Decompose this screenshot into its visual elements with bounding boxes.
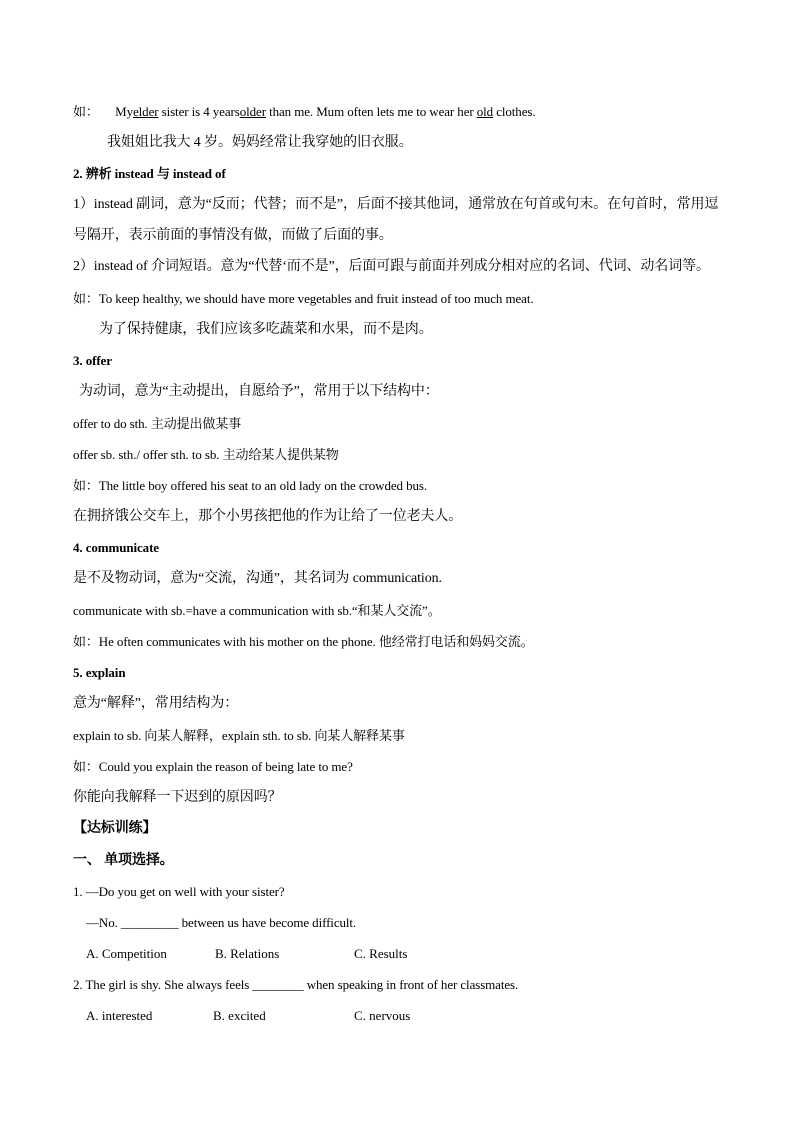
example-translation: 在拥挤饿公交车上，那个小男孩把他的作为让给了一位老夫人。 xyxy=(73,509,463,524)
example-text: clothes. xyxy=(496,104,536,119)
underlined-word-old: old xyxy=(476,104,494,119)
offer-description: 为动词，意为“主动提出，自愿给予”，常用于以下结构中： xyxy=(79,384,439,399)
practice-heading: 【达标训练】 xyxy=(73,821,157,836)
example-sentence-communicate: 如：He often communicates with his mother on the phone. 他经常打电话和妈妈交流。 xyxy=(73,634,534,649)
question-2-stem: 2. The girl is shy. She always feels ________ when speaking in front of her classmates. xyxy=(73,977,519,992)
communicate-description: 是不及物动词，意为“交流，沟通”，其名词为 communication. xyxy=(73,571,442,586)
underlined-word-older: older xyxy=(239,104,266,119)
section-heading-instead: 2. 辨析 instead 与 instead of xyxy=(73,166,226,181)
paragraph-instead-adverb: 1）instead 副词，意为“反而；代替；而不是”，后面不接其他词，通常放在句首或句末。在句首时，常用逗 xyxy=(73,197,719,212)
underlined-word-elder: elder xyxy=(132,104,159,119)
explain-description: 意为“解释”，常用结构为： xyxy=(73,696,239,711)
example-sentence-elder-older xyxy=(73,103,536,121)
example-text: sister is 4 years xyxy=(161,104,240,119)
section-heading-explain: 5. explain xyxy=(73,665,126,680)
example-translation: 你能向我解释一下迟到的原因吗？ xyxy=(73,790,282,805)
question-1-option-c[interactable]: C. Results xyxy=(354,946,408,961)
section-heading-offer: 3. offer xyxy=(73,353,112,368)
question-1-reply: —No. _________ between us have become difficult. xyxy=(86,915,357,930)
offer-structure-2: offer sb. sth./ offer sth. to sb. 主动给某人提供某物 xyxy=(73,447,339,462)
example-translation: 我姐姐比我大 4 岁。妈妈经常让我穿她的旧衣服。 xyxy=(107,135,413,150)
paragraph-instead-of: 2）instead of 介词短语。意为“代替‘而不是”，后面可跟与前面并列成分相对应的名词、代词、动名词等。 xyxy=(73,259,710,274)
example-text: My xyxy=(115,104,133,119)
example-translation: 为了保持健康，我们应该多吃蔬菜和水果，而不是肉。 xyxy=(99,322,433,337)
example-sentence-explain: 如：Could you explain the reason of being late to me? xyxy=(73,759,353,774)
explain-structure: explain to sb. 向某人解释，explain sth. to sb. 向某人解释某事 xyxy=(73,728,405,743)
question-2-option-a[interactable]: A. interested xyxy=(86,1008,153,1023)
offer-structure-1: offer to do sth. 主动提出做某事 xyxy=(73,416,242,431)
example-sentence-offer: 如：The little boy offered his seat to an old lady on the crowded bus. xyxy=(73,478,427,493)
section-heading-communicate: 4. communicate xyxy=(73,540,159,555)
communicate-structure: communicate with sb.=have a communication with sb.“和某人交流”。 xyxy=(73,603,441,618)
paragraph-instead-adverb-cont: 号隔开，表示前面的事情没有做，而做了后面的事。 xyxy=(73,228,393,243)
question-2-option-c[interactable]: C. nervous xyxy=(354,1008,411,1023)
question-1-option-a[interactable]: A. Competition xyxy=(86,946,167,961)
question-2-option-b[interactable]: B. excited xyxy=(213,1008,266,1023)
example-sentence-instead-of: 如：To keep healthy, we should have more vegetables and fruit instead of too much meat. xyxy=(73,291,534,306)
example-prefix: 如： xyxy=(73,104,99,119)
question-1-stem: 1. —Do you get on well with your sister? xyxy=(73,884,285,899)
question-1-option-b[interactable]: B. Relations xyxy=(215,946,280,961)
example-text: than me. Mum often lets me to wear her xyxy=(269,104,474,119)
practice-part-title: 一、 单项选择。 xyxy=(73,853,174,868)
